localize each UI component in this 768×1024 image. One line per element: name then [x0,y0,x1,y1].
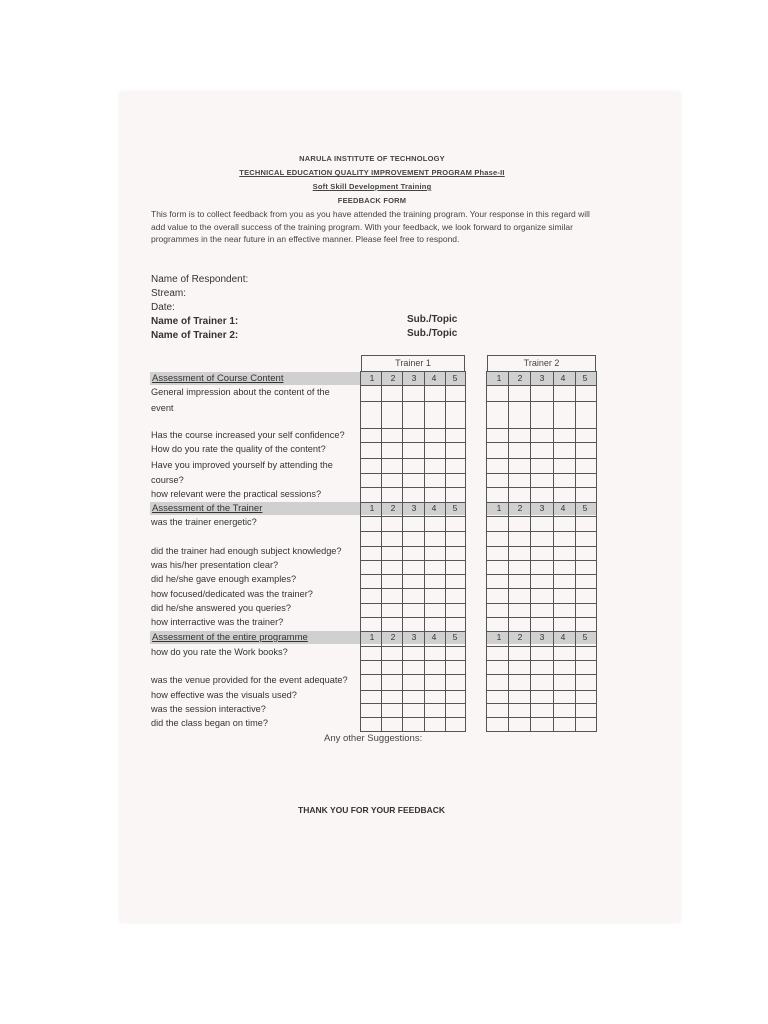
scale-label: 5 [582,503,588,513]
grid-row-line [486,717,597,718]
scale-label: 1 [496,503,502,513]
scale-label: 5 [582,373,588,383]
grid-row-line [486,574,597,575]
grid-row-line [486,617,597,618]
form-title: FEEDBACK FORM [337,196,407,205]
grid-row-line [486,473,597,474]
scale-label: 5 [582,632,588,642]
question: did the class began on time? [151,718,268,728]
intro-paragraph: This form is to collect feedback from you as you have attended the training program. Your response in this regard will add value to the overall success of the training program. With your feedback, we look forward to organize similar programmes in the near future in an effective manner. Please feel free to respond. [151,209,590,244]
grid-row-line [360,631,466,632]
scale-label: 1 [369,373,375,383]
question: How do you rate the quality of the content? [151,444,326,454]
grid-row-line [360,603,466,604]
grid-row-line [486,487,597,488]
grid-row-line [360,385,466,386]
grid-row-line [486,631,597,632]
grid-row-line [360,546,466,547]
section-course-content: Assessment of Course Content [150,372,360,385]
grid-row-line [486,603,597,604]
grid-row-line [360,731,466,732]
grid-row-line [486,646,597,647]
grid-row-line [486,560,597,561]
grid-column-line [596,371,597,732]
grid-column-line [508,371,509,732]
question: event [151,403,174,413]
scale-label: 2 [517,503,523,513]
grid-row-line [360,574,466,575]
scale-label: 3 [411,373,417,383]
question: how relevant were the practical sessions? [151,489,322,499]
grid-row-line [486,690,597,691]
question: how interractive was the trainer? [151,617,284,627]
scale-label: 5 [452,503,458,513]
grid-column-line [445,371,446,732]
question: was the session interactive? [151,704,266,714]
grid-row-line [360,516,466,517]
question: how effective was the visuals used? [151,690,297,700]
trainer1-field: Name of Trainer 1: [151,316,239,327]
scale-label: 3 [539,632,545,642]
section-trainer: Assessment of the Trainer [150,502,360,515]
grid-column-line [465,371,466,732]
question: was his/her presentation clear? [151,560,279,570]
question: Has the course increased your self confidence? [151,430,345,440]
grid-column-line [360,371,361,732]
scale-label: 3 [539,503,545,513]
grid-column-line [575,371,576,732]
grid-row-line [486,703,597,704]
grid-row-line [360,487,466,488]
topic2-field: Sub./Topic [407,328,458,339]
grid-row-line [360,690,466,691]
grid-row-line [486,428,597,429]
grid-row-line [360,560,466,561]
scale-label: 2 [390,503,396,513]
grid-row-line [486,458,597,459]
scale-label: 3 [411,503,417,513]
question: course? [151,475,184,485]
scale-label: 5 [452,373,458,383]
grid-row-line [360,703,466,704]
question: General impression about the content of the [151,387,330,397]
grid-column-line [486,371,487,732]
question: was the trainer energetic? [151,517,257,527]
section-programme: Assessment of the entire programme [150,631,360,644]
grid-row-line [486,442,597,443]
scale-label: 4 [431,373,437,383]
scale-label: 4 [431,632,437,642]
grid-column-line [381,371,382,732]
question: Have you improved yourself by attending the [151,460,333,470]
grid-row-line [360,531,466,532]
grid-row-line [360,458,466,459]
trainer2-header: Trainer 2 [487,355,596,371]
question: did he/she gave enough examples? [151,574,297,584]
rating-grid-trainer1[interactable] [360,371,466,732]
grid-row-line [360,442,466,443]
thanks-text: THANK YOU FOR YOUR FEEDBACK [298,805,446,815]
grid-row-line [486,516,597,517]
question: did he/she answered you queries? [151,603,291,613]
scale-label: 4 [431,503,437,513]
grid-row-line [360,660,466,661]
grid-column-line [424,371,425,732]
grid-column-line [530,371,531,732]
suggestions-label: Any other Suggestions: [324,733,423,744]
scale-label: 2 [517,373,523,383]
scale-label: 1 [369,632,375,642]
scale-label: 5 [452,632,458,642]
grid-row-line [486,546,597,547]
scale-label: 2 [390,373,396,383]
grid-row-line [486,502,597,503]
scale-label: 3 [411,632,417,642]
grid-column-line [553,371,554,732]
scale-label: 1 [496,632,502,642]
stream-field: Stream: [151,288,187,299]
scale-label: 4 [560,632,566,642]
scale-label: 4 [560,373,566,383]
scale-label: 2 [390,632,396,642]
grid-row-line [360,401,466,402]
question: how do you rate the Work books? [151,647,288,657]
scale-label: 4 [560,503,566,513]
question: how focused/dedicated was the trainer? [151,589,313,599]
institute-name: NARULA INSTITUTE OF TECHNOLOGY [299,154,445,163]
grid-row-line [360,428,466,429]
grid-row-line [360,371,466,372]
date-field: Date: [151,302,175,313]
respondent-name-field: Name of Respondent: [151,274,249,285]
grid-row-line [360,588,466,589]
grid-row-line [360,646,466,647]
grid-row-line [360,473,466,474]
grid-row-line [486,674,597,675]
rating-grid-trainer2[interactable] [486,371,597,732]
grid-column-line [402,371,403,732]
trainer2-field: Name of Trainer 2: [151,330,239,341]
grid-row-line [360,674,466,675]
scale-label: 2 [517,632,523,642]
grid-row-line [360,617,466,618]
trainer1-header: Trainer 1 [361,355,465,371]
grid-row-line [486,660,597,661]
grid-row-line [486,385,597,386]
question: was the venue provided for the event adequate? [151,675,348,685]
grid-row-line [486,531,597,532]
scale-label: 3 [539,373,545,383]
program-title: TECHNICAL EDUCATION QUALITY IMPROVEMENT PROGRAM Phase-II [239,168,505,177]
grid-row-line [486,588,597,589]
grid-row-line [360,502,466,503]
training-title: Soft Skill Development Training [312,182,432,191]
grid-row-line [486,371,597,372]
grid-row-line [360,717,466,718]
question: did the trainer had enough subject knowledge? [151,546,342,556]
grid-row-line [486,401,597,402]
scale-label: 1 [496,373,502,383]
grid-row-line [486,731,597,732]
topic1-field: Sub./Topic [407,314,458,325]
scale-label: 1 [369,503,375,513]
